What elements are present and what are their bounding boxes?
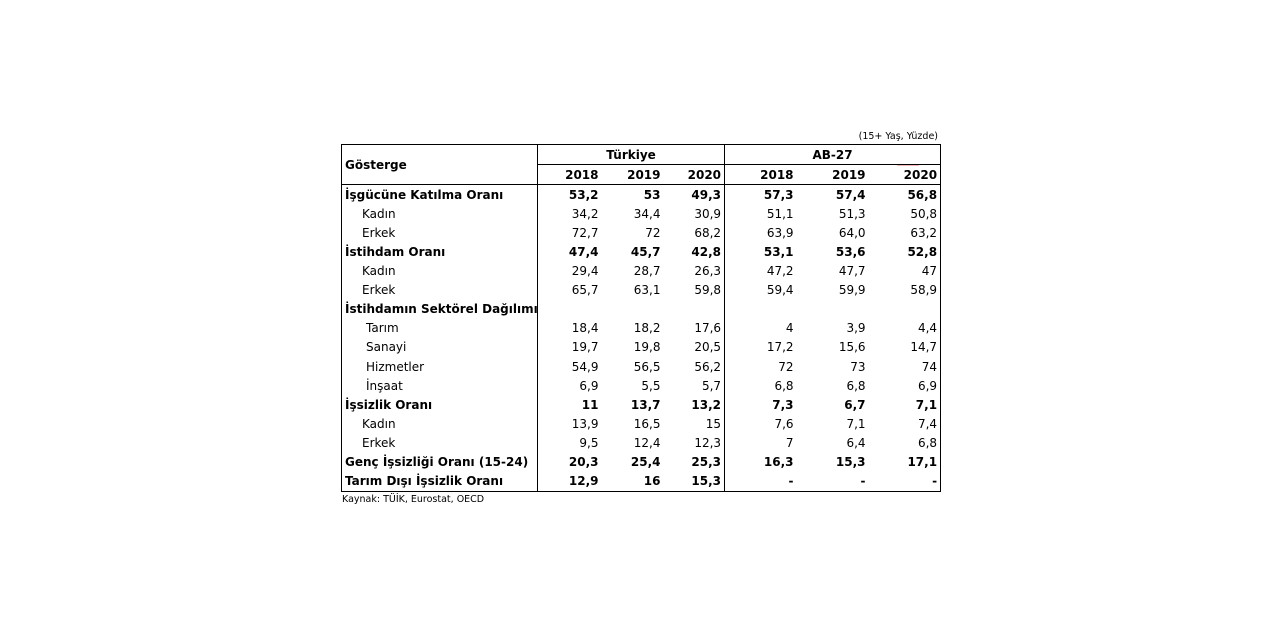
table-row <box>342 185 941 205</box>
cell-eu-2018: 17,2 <box>725 338 797 357</box>
cell-tr-2019: 16 <box>602 472 664 492</box>
cell-tr-2020: 42,8 <box>691 245 722 260</box>
table-row <box>342 433 941 452</box>
row-label: Kadın <box>342 262 538 281</box>
cell-eu-2018: 47,2 <box>725 262 797 281</box>
table-row <box>342 472 941 492</box>
cell-eu-2018: 7,6 <box>725 414 797 433</box>
table-row <box>342 453 941 472</box>
cell-eu-2020: 58,9 <box>869 281 941 300</box>
cell-eu-2020: 6,8 <box>869 433 941 452</box>
cell-eu-2020: 50,8 <box>869 204 941 223</box>
table-row <box>342 204 941 223</box>
table-body <box>342 185 941 492</box>
table-row <box>342 395 941 414</box>
cell-tr-2018: 20,3 <box>538 453 602 472</box>
cell-tr-2019: 56,5 <box>633 359 661 374</box>
cell-eu-2020: 4,4 <box>869 319 941 338</box>
cell-tr-2020: 59,8 <box>694 283 722 298</box>
row-label: İşsizlik Oranı <box>342 395 538 414</box>
cell-eu-2018: 59,4 <box>725 281 797 300</box>
cell-tr-2019: 53 <box>643 187 661 202</box>
cell-tr-2019: 63,1 <box>633 283 661 298</box>
cell-tr-2019: 12,4 <box>633 435 661 450</box>
cell-eu-2018: 7 <box>725 433 797 452</box>
cell-eu-2018: - <box>725 472 797 492</box>
cell-eu-2018: 53,1 <box>725 242 797 261</box>
source-note: Kaynak: TÜİK, Eurostat, OECD <box>342 494 485 505</box>
cell-tr-2020: 49,3 <box>691 187 722 202</box>
header-year-eu-2018: 2018 <box>725 165 797 185</box>
row-label: İnşaat <box>342 376 538 395</box>
cell-eu-2019 <box>797 300 869 319</box>
cell-eu-2019: 15,6 <box>838 340 866 355</box>
cell-tr-2018 <box>538 300 602 319</box>
table-row <box>342 338 941 357</box>
cell-eu-2019: - <box>797 472 869 492</box>
row-label: İstihdam Oranı <box>342 242 538 261</box>
cell-eu-2020: 17,1 <box>869 453 941 472</box>
cell-eu-2018 <box>725 300 797 319</box>
cell-tr-2020: 12,3 <box>694 435 722 450</box>
cell-eu-2020: 6,9 <box>869 376 941 395</box>
cell-eu-2019: 73 <box>850 359 866 374</box>
labour-statistics-table <box>341 144 941 492</box>
cell-eu-2018: 57,3 <box>725 185 797 205</box>
table-row <box>342 223 941 242</box>
cell-tr-2018: 65,7 <box>538 281 602 300</box>
cell-eu-2020: 56,8 <box>869 185 941 205</box>
cell-eu-2018: 72 <box>725 357 797 376</box>
cell-eu-2020: 63,2 <box>869 223 941 242</box>
cell-eu-2019: 51,3 <box>838 206 866 221</box>
cell-tr-2018: 72,7 <box>538 223 602 242</box>
row-label: Erkek <box>342 433 538 452</box>
cell-eu-2020 <box>869 300 941 319</box>
cell-eu-2019: 57,4 <box>835 187 866 202</box>
cell-tr-2020: 20,5 <box>694 340 722 355</box>
cell-tr-2018: 13,9 <box>538 414 602 433</box>
cell-tr-2019: 28,7 <box>633 264 661 279</box>
row-label: Tarım <box>342 319 538 338</box>
cell-tr-2019: 45,7 <box>630 245 661 260</box>
cell-tr-2020: 17,6 <box>694 321 722 336</box>
units-note: (15+ Yaş, Yüzde) <box>858 131 938 142</box>
row-label: Genç İşsizliği Oranı (15-24) <box>342 453 538 472</box>
cell-eu-2020: 7,4 <box>869 414 941 433</box>
cell-eu-2019: 15,3 <box>835 455 866 470</box>
cell-eu-2019: 7,1 <box>846 416 866 431</box>
cell-tr-2018: 54,9 <box>538 357 602 376</box>
cell-eu-2018: 16,3 <box>725 453 797 472</box>
header-year-eu-2019: 2019 <box>797 165 869 185</box>
cell-eu-2019: 6,7 <box>844 397 866 412</box>
header-year-tr-2018: 2018 <box>538 165 602 185</box>
table-row <box>342 319 941 338</box>
cell-tr-2019: 5,5 <box>641 378 661 393</box>
cell-eu-2018: 7,3 <box>725 395 797 414</box>
cell-eu-2020: 14,7 <box>869 338 941 357</box>
row-label: Erkek <box>342 223 538 242</box>
header-year-eu-2020: 2020 <box>869 165 941 185</box>
table-row <box>342 357 941 376</box>
row-label: Sanayi <box>342 338 538 357</box>
cell-tr-2018: 47,4 <box>538 242 602 261</box>
cell-tr-2018: 11 <box>538 395 602 414</box>
header-indicator: Gösterge <box>342 145 538 185</box>
cell-tr-2019: 25,4 <box>630 455 661 470</box>
cell-tr-2019: 34,4 <box>633 206 661 221</box>
row-label: Hizmetler <box>342 357 538 376</box>
cell-tr-2018: 34,2 <box>538 204 602 223</box>
row-label: Erkek <box>342 281 538 300</box>
table-row <box>342 262 941 281</box>
table-row <box>342 414 941 433</box>
cell-tr-2020: 26,3 <box>694 264 722 279</box>
cell-tr-2018: 19,7 <box>538 338 602 357</box>
cell-eu-2019: 47,7 <box>838 264 866 279</box>
cell-tr-2019: 19,8 <box>633 340 661 355</box>
cell-tr-2020: 68,2 <box>694 225 722 240</box>
cell-eu-2018: 63,9 <box>725 223 797 242</box>
cell-tr-2018: 18,4 <box>538 319 602 338</box>
cell-tr-2020 <box>664 300 725 319</box>
cell-tr-2018: 6,9 <box>538 376 602 395</box>
cell-eu-2019: 3,9 <box>846 321 866 336</box>
cell-tr-2020: 15 <box>705 416 722 431</box>
cell-tr-2019: 72 <box>645 225 661 240</box>
header-year-tr-2019: 2019 <box>602 165 664 185</box>
cell-tr-2020: 25,3 <box>691 455 722 470</box>
cell-tr-2019: 13,7 <box>630 397 661 412</box>
table-row <box>342 376 941 395</box>
table-row <box>342 281 941 300</box>
cell-eu-2018: 51,1 <box>725 204 797 223</box>
cell-eu-2019: 64,0 <box>838 225 866 240</box>
header-year-tr-2020: 2020 <box>664 165 725 185</box>
cell-tr-2020: 15,3 <box>664 472 725 492</box>
cell-tr-2020: 30,9 <box>694 206 722 221</box>
table-row <box>342 300 941 319</box>
cell-tr-2019: 18,2 <box>633 321 661 336</box>
table-row <box>342 242 941 261</box>
cell-eu-2018: 4 <box>725 319 797 338</box>
cell-tr-2019: 16,5 <box>633 416 661 431</box>
row-label: Tarım Dışı İşsizlik Oranı <box>342 472 538 492</box>
row-label: İstihdamın Sektörel Dağılımı <box>342 300 538 319</box>
row-label: Kadın <box>342 414 538 433</box>
cell-eu-2020: 47 <box>869 262 941 281</box>
row-label: Kadın <box>342 204 538 223</box>
cell-tr-2020: 13,2 <box>691 397 722 412</box>
cell-tr-2019 <box>602 300 664 319</box>
cell-tr-2020: 5,7 <box>701 378 722 393</box>
cell-tr-2018: 12,9 <box>538 472 602 492</box>
cell-eu-2019: 6,8 <box>846 378 866 393</box>
cell-tr-2020: 56,2 <box>694 359 722 374</box>
cell-tr-2018: 29,4 <box>538 262 602 281</box>
cell-tr-2018: 9,5 <box>538 433 602 452</box>
cell-eu-2020: 7,1 <box>869 395 941 414</box>
row-label: İşgücüne Katılma Oranı <box>342 185 538 205</box>
cell-eu-2018: 6,8 <box>725 376 797 395</box>
cell-tr-2018: 53,2 <box>538 185 602 205</box>
cell-eu-2019: 6,4 <box>846 435 866 450</box>
cell-eu-2020: - <box>869 472 941 492</box>
cell-eu-2019: 53,6 <box>835 245 866 260</box>
cell-eu-2020: 52,8 <box>869 242 941 261</box>
header-group-turkiye: Türkiye <box>538 145 725 165</box>
cell-eu-2019: 59,9 <box>838 283 866 298</box>
header-group-eu27: AB-27 <box>725 145 941 165</box>
cell-eu-2020: 74 <box>869 357 941 376</box>
